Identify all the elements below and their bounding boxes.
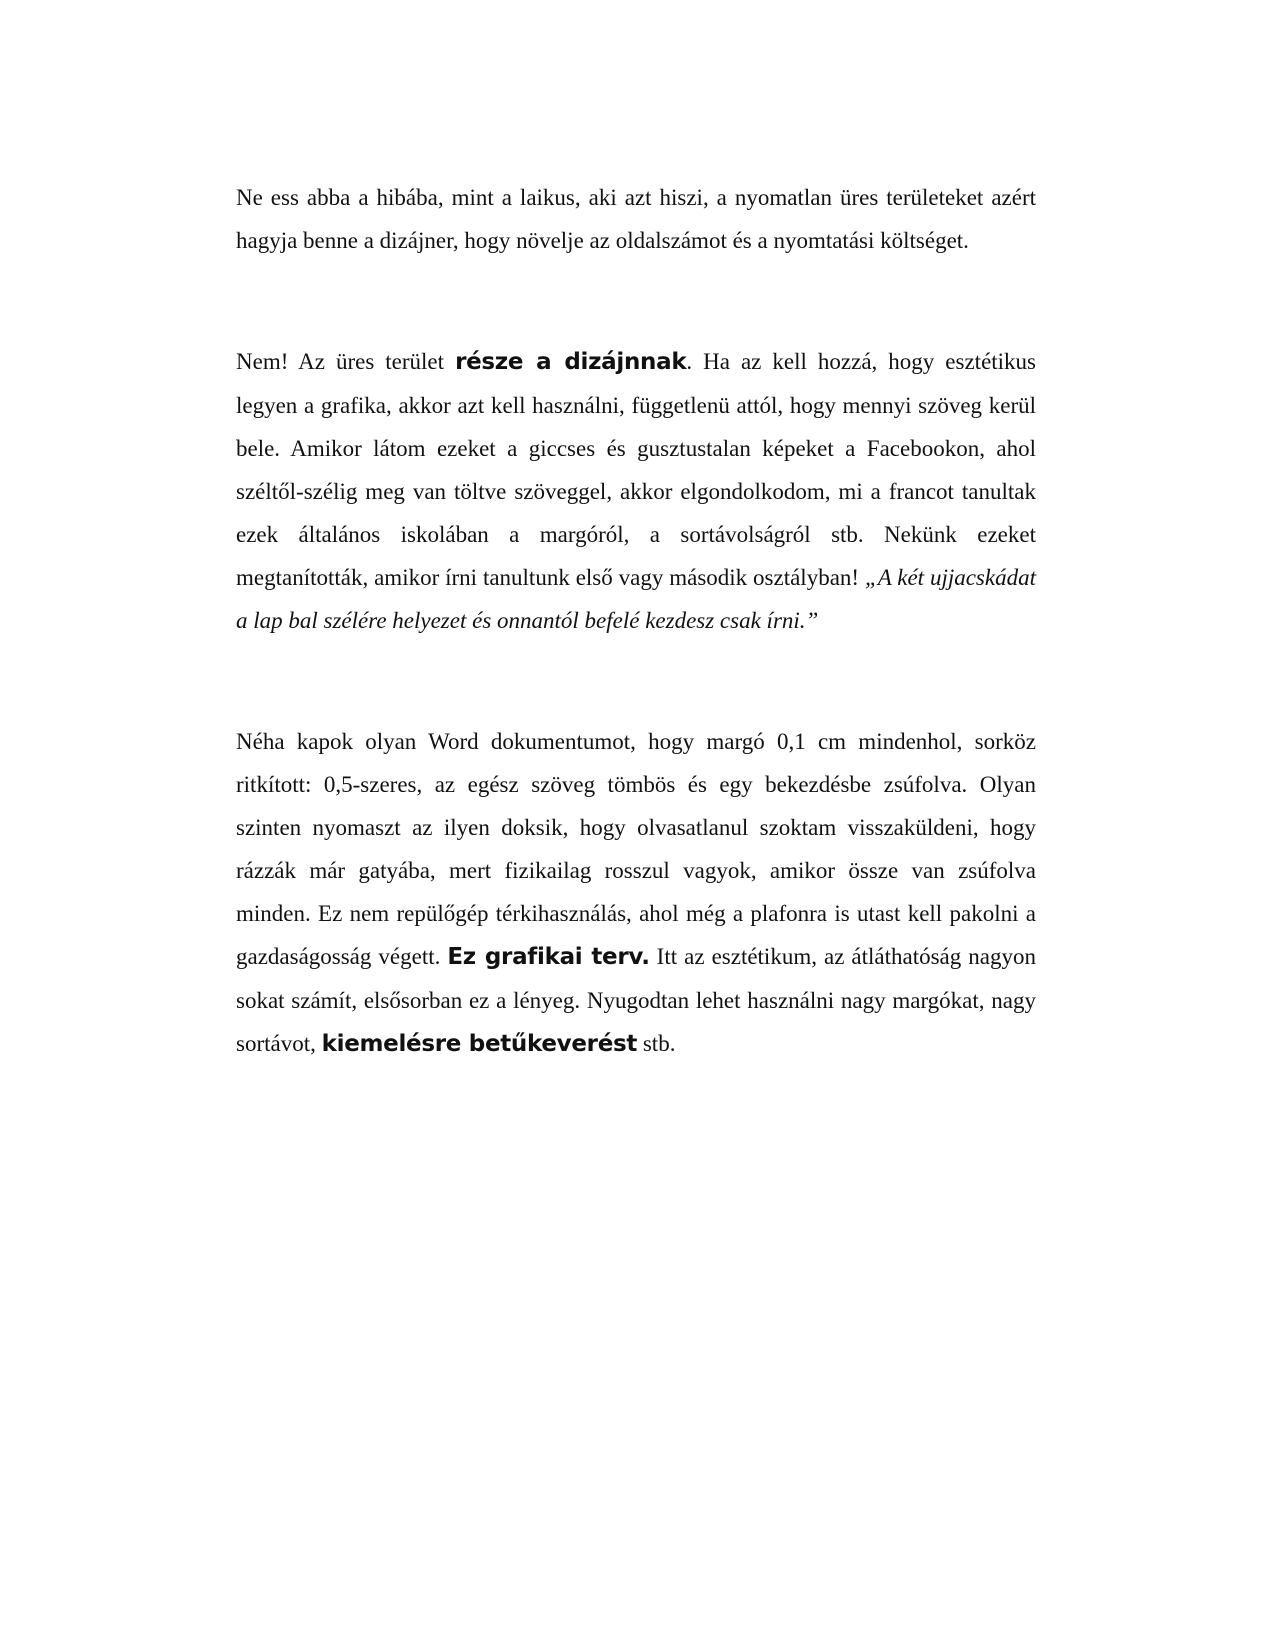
- paragraph-3-text-b: Itt az esztétikum, az átláthatóság nagyon sokat számít, elsősorban ez a lényeg. Nyugodtan lehet használni nagy margókat, nagy sortávot,: [236, 944, 1036, 1056]
- paragraph-3-emphasis-2: kiemelésre betűkeverést: [321, 1031, 638, 1057]
- paragraph-3-emphasis-1: Ez grafikai terv.: [447, 944, 650, 970]
- paragraph-3: [236, 720, 1036, 1066]
- paragraph-1: [236, 176, 1036, 262]
- paragraph-2: [236, 340, 1036, 642]
- paragraph-3-text-a: Néha kapok olyan Word dokumentumot, hogy margó 0,1 cm mindenhol, sorköz ritkított: 0,5-szeres, az egész szöveg tömbös és egy bekezdésbe zsúfolva. Olyan szinten nyomaszt az ilyen doksik, hogy olvasatlanul szoktam visszaküldeni, hogy rázzák már gatyába, mert fizikailag rosszul vagyok, amikor össze van zsúfolva minden. Ez nem repülőgép térkihasználás, ahol még a plafonra is utast kell pakolni a gazdaságosság végett.: [236, 729, 1036, 969]
- paragraph-1-text: Ne ess abba a hibába, mint a laikus, aki azt hiszi, a nyomatlan üres területeket azért hagyja benne a dizájner, hogy növelje az oldalszámot és a nyomtatási költséget.: [236, 185, 1036, 253]
- paragraph-2-quote: „A két ujjacskádat a lap bal szélére helyezet és onnantól befelé kezdesz csak írni.”: [236, 565, 1036, 633]
- paragraph-2-emphasis: része a dizájnnak: [455, 349, 687, 375]
- paragraph-2-text-b: . Ha az kell hozzá, hogy esztétikus legyen a grafika, akkor azt kell használni, függetlenü attól, hogy mennyi szöveg kerül bele. Amikor látom ezeket a giccses és gusztustalan képeket a Facebookon, ahol széltől-szélig meg van töltve szöveggel, akkor elgondolkodom, mi a francot tanultak ezek általános iskolában a margóról, a sortávolságról stb. Nekünk ezeket megtanították, amikor írni tanultunk első vagy második osztályban!: [236, 349, 1037, 590]
- document-page: [236, 176, 1036, 1066]
- paragraph-2-text-a: Nem! Az üres terület: [236, 349, 456, 374]
- paragraph-3-text-c: stb.: [637, 1031, 676, 1056]
